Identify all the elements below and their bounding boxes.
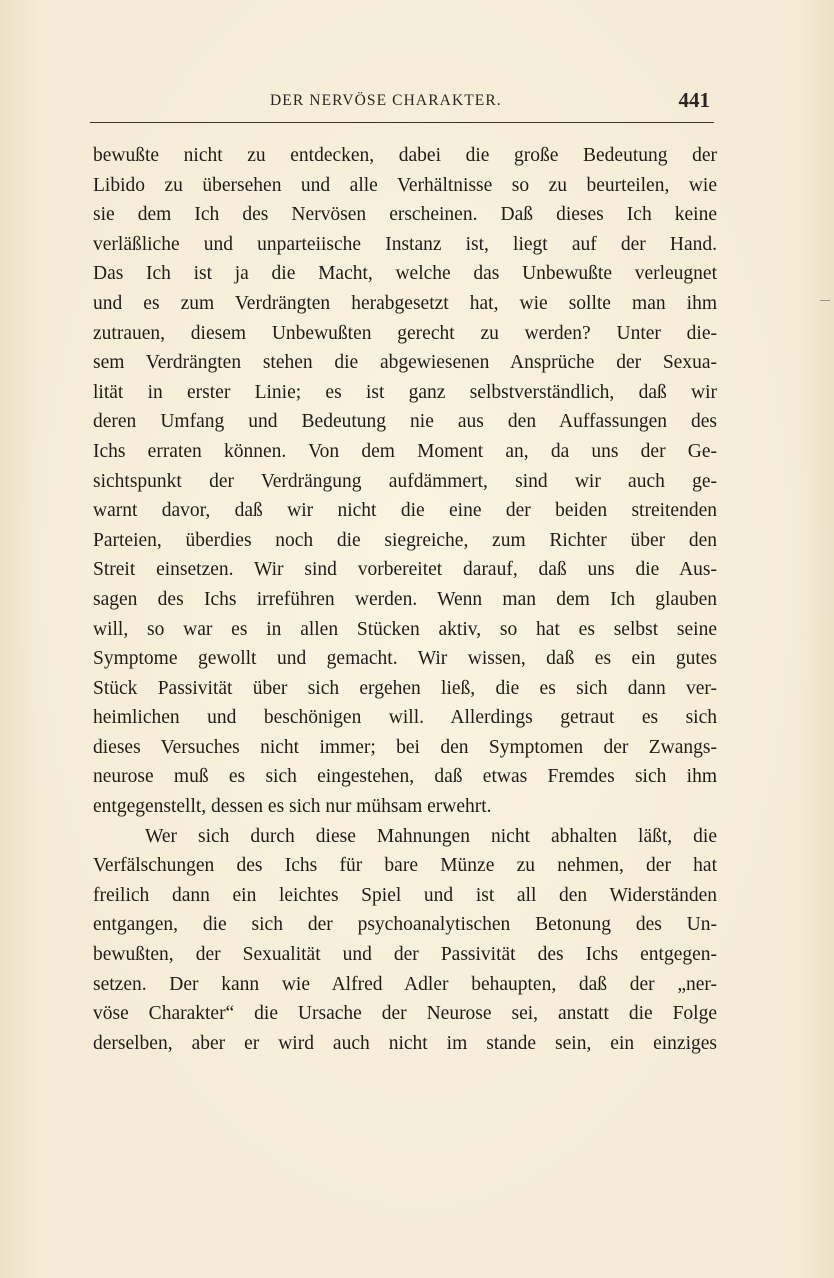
text-line: sichtspunkt der Verdrängung aufdämmert, sind wir auch ge-	[93, 470, 717, 492]
text-line: neurose muß es sich eingestehen, daß etwas Fremdes sich ihm	[93, 766, 717, 788]
text-line: setzen. Der kann wie Alfred Adler behaupten, daß der „ner-	[93, 973, 717, 995]
running-head-title: DER NERVÖSE CHARAKTER.	[270, 92, 502, 109]
text-line: und es zum Verdrängten herabgesetzt hat, wie sollte man ihm	[93, 292, 717, 314]
text-line: vöse Charakter“ die Ursache der Neurose sei, anstatt die Folge	[93, 1003, 717, 1025]
body-text	[93, 141, 717, 1058]
running-head	[90, 88, 716, 120]
text-line: sagen des Ichs irreführen werden. Wenn man dem Ich glauben	[93, 588, 717, 610]
text-line: bewußten, der Sexualität und der Passivität des Ichs entgegen-	[93, 944, 717, 966]
header-rule	[90, 122, 714, 123]
text-line: lität in erster Linie; es ist ganz selbstverständlich, daß wir	[93, 381, 717, 403]
paragraph-start-line: Wer sich durch diese Mahnungen nicht abhalten läßt, die	[145, 825, 717, 847]
margin-mark	[820, 300, 830, 301]
text-line: zutrauen, diesem Unbewußten gerecht zu werden? Unter die-	[93, 322, 717, 344]
page-number: 441	[678, 88, 710, 112]
text-line: verläßliche und unparteiische Instanz ist, liegt auf der Hand.	[93, 233, 717, 255]
text-line: dieses Versuches nicht immer; bei den Symptomen der Zwangs-	[93, 736, 717, 758]
text-line: entgangen, die sich der psychoanalytischen Betonung des Un-	[93, 914, 717, 936]
text-line: warnt davor, daß wir nicht die eine der beiden streitenden	[93, 500, 717, 522]
text-line: Stück Passivität über sich ergehen ließ, die es sich dann ver-	[93, 677, 717, 699]
text-line: heimlichen und beschönigen will. Allerdings getraut es sich	[93, 707, 717, 729]
text-line: Verfälschungen des Ichs für bare Münze zu nehmen, der hat	[93, 855, 717, 877]
text-line: Symptome gewollt und gemacht. Wir wissen, daß es ein gutes	[93, 648, 717, 670]
text-line: Parteien, überdies noch die siegreiche, zum Richter über den	[93, 529, 717, 551]
text-line: Das Ich ist ja die Macht, welche das Unbewußte verleugnet	[93, 263, 717, 285]
text-line: bewußte nicht zu entdecken, dabei die große Bedeutung der	[93, 145, 717, 166]
text-line: deren Umfang und Bedeutung nie aus den Auffassungen des	[93, 411, 717, 433]
text-line: Streit einsetzen. Wir sind vorbereitet darauf, daß uns die Aus-	[93, 559, 717, 581]
text-line: entgegenstellt, dessen es sich nur mühsam erwehrt.	[93, 796, 492, 818]
text-line: Ichs erraten können. Von dem Moment an, da uns der Ge-	[93, 440, 717, 462]
text-line: will, so war es in allen Stücken aktiv, so hat es selbst seine	[93, 618, 717, 640]
text-line: sie dem Ich des Nervösen erscheinen. Daß dieses Ich keine	[93, 204, 717, 226]
text-line: freilich dann ein leichtes Spiel und ist all den Widerständen	[93, 884, 717, 906]
text-line: sem Verdrängten stehen die abgewiesenen Ansprüche der Sexua-	[93, 352, 717, 374]
text-line: Libido zu übersehen und alle Verhältnisse so zu beurteilen, wie	[93, 174, 717, 196]
text-line: derselben, aber er wird auch nicht im stande sein, ein einziges	[93, 1032, 717, 1054]
